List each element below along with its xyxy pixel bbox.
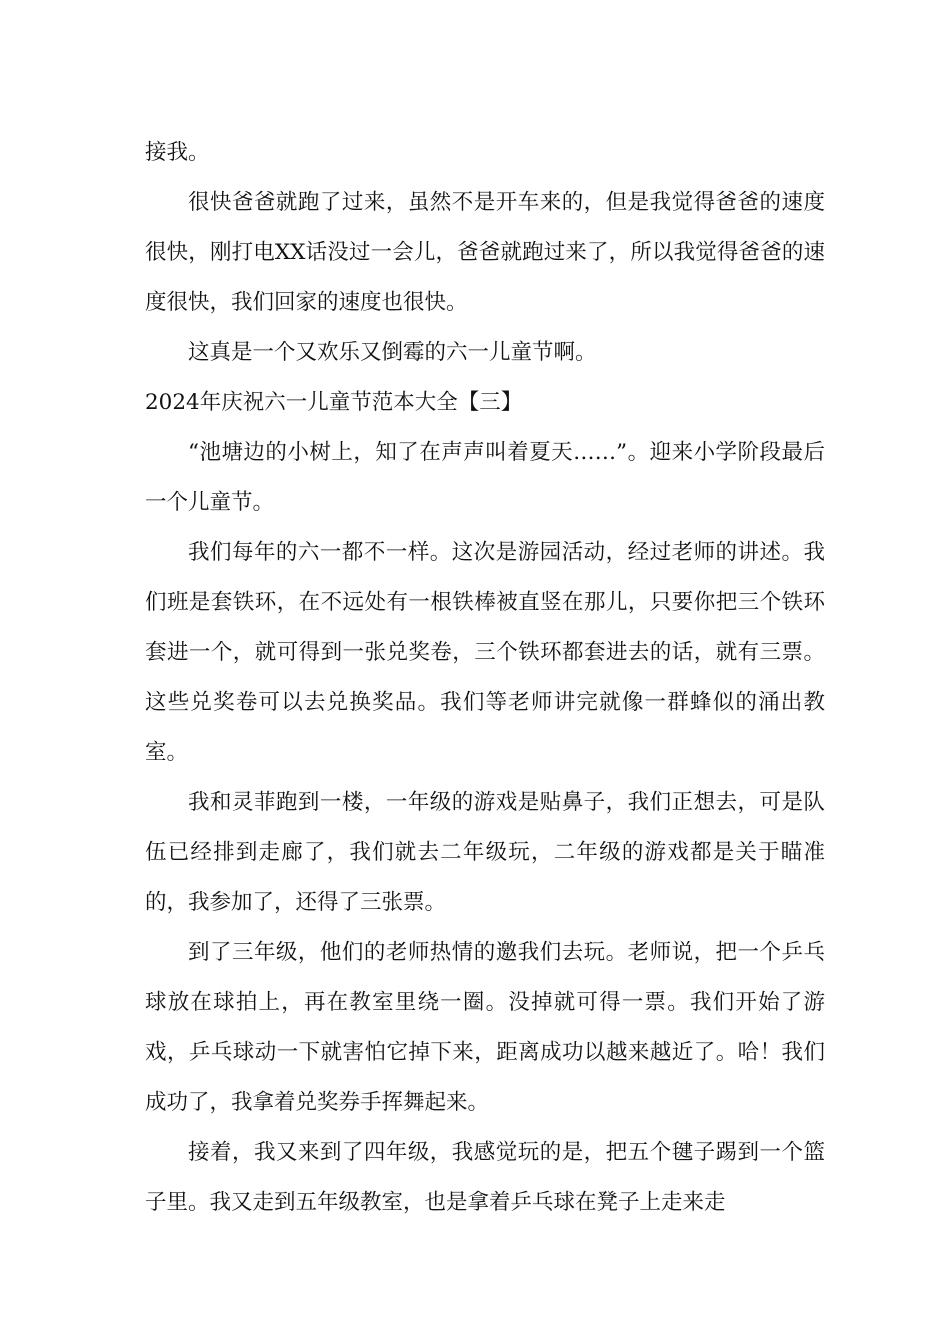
paragraph: 接着，我又来到了四年级，我感觉玩的是，把五个毽子踢到一个篮子里。我又走到五年级教室，也是拿着乒乓球在凳子上走来走: [145, 1140, 825, 1215]
paragraph: “池塘边的小树上，知了在声声叫着夏天……”。迎来小学阶段最后一个儿童节。: [145, 440, 825, 515]
document-page: [145, 128, 825, 1228]
paragraph-continuation: 接我。: [145, 140, 210, 165]
section-heading: 2024年庆祝六一儿童节范本大全【三】: [145, 390, 523, 415]
paragraph: 这真是一个又欢乐又倒霉的六一儿童节啊。: [188, 340, 597, 365]
paragraph: 很快爸爸就跑了过来，虽然不是开车来的，但是我觉得爸爸的速度很快，刚打电XX话没过一会儿，爸爸就跑过来了，所以我觉得爸爸的速度很快，我们回家的速度也很快。: [145, 190, 825, 315]
paragraph: 我和灵菲跑到一楼，一年级的游戏是贴鼻子，我们正想去，可是队伍已经排到走廊了，我们就去二年级玩，二年级的游戏都是关于瞄准的，我参加了，还得了三张票。: [145, 790, 825, 915]
paragraph: 我们每年的六一都不一样。这次是游园活动，经过老师的讲述。我们班是套铁环，在不远处有一根铁棒被直竖在那儿，只要你把三个铁环套进一个，就可得到一张兑奖卷，三个铁环都套进去的话，就有三票。这些兑奖卷可以去兑换奖品。我们等老师讲完就像一群蜂似的涌出教室。: [145, 540, 825, 765]
paragraph: 到了三年级，他们的老师热情的邀我们去玩。老师说，把一个乒乓球放在球拍上，再在教室里绕一圈。没掉就可得一票。我们开始了游戏，乒乓球动一下就害怕它掉下来，距离成功以越来越近了。哈！我们成功了，我拿着兑奖券手挥舞起来。: [145, 940, 825, 1115]
